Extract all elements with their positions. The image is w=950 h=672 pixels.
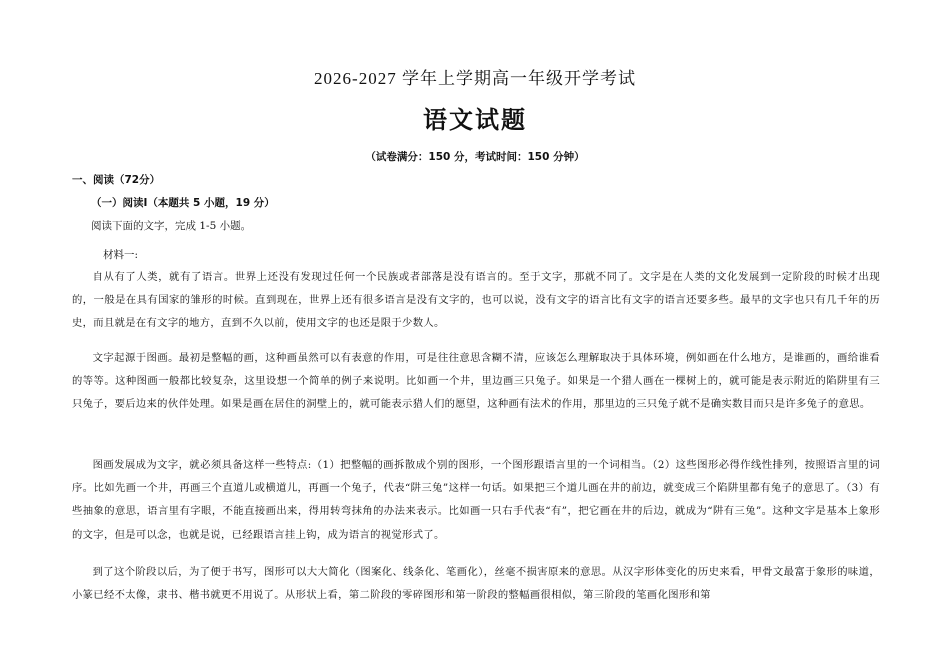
section-heading: 一、阅读（72分） — [72, 174, 161, 186]
paragraph-3: 图画发展成为文字，就必须具备这样一些特点:（1）把整幅的画拆散成个别的图形，一个图形跟语言里的一个词相当。（2）这些图形必得作线性排列，按照语言里的词序。比如先画一个井，再画三个直道儿或横道儿，再画一个兔子，代表“阱三兔”这样一句话。如果把三个道儿画在井的前边，就变成三个陷阱里都有兔子的意思了。（3）有些抽象的意思，语言里有字眼，不能直接画出来，得用转弯抹角的办法来表示。比如画一只右手代表“有”，把它画在井的后边，就成为“阱有三兔”。这种文字是基本上象形的文字，但是可以念，也就是说，已经跟语言挂上钩，成为语言的视觉形式了。 — [72, 459, 880, 541]
paragraph-2: 文字起源于图画。最初是整幅的画，这种画虽然可以有表意的作用，可是往往意思含糊不清，应该怎么理解取决于具体环境，例如画在什么地方，是谁画的，画给谁看的等等。这种图画一般都比较复杂，这里设想一个简单的例子来说明。比如画一个井，里边画三只兔子。如果是一个猎人画在一棵树上的，就可能是表示附近的陷阱里有三只兔子，要后边来的伙伴处理。如果是画在居住的洞壁上的，就可能表示猎人们的愿望，这种画有法术的作用，那里边的三只兔子就不是确实数目而只是许多兔子的意思。 — [72, 352, 880, 411]
reading-instruction: 阅读下面的文字，完成 1-5 小题。 — [91, 220, 252, 232]
paragraph-4: 到了这个阶段以后，为了便于书写，图形可以大大简化（图案化、线条化、笔画化），丝毫不损害原来的意思。从汉字形体变化的历史来看，甲骨文最富于象形的味道，小篆已经不太像，隶书、楷书就更不用说了。从形状上看，第二阶段的零碎图形和第一阶段的整幅画很相似，第三阶段的笔画化图形和第 — [72, 566, 880, 602]
material-label: 材料一: — [103, 249, 139, 261]
paragraph-1: 自从有了人类，就有了语言。世界上还没有发现过任何一个民族或者部落是没有语言的。至于文字，那就不同了。文字是在人类的文化发展到一定阶段的时候才出现的，一般是在具有国家的雏形的时候。直到现在，世界上还有很多语言是没有文字的，也可以说，没有文字的语言比有文字的语言还要多些。最早的文字也只有几千年的历史，而且就是在有文字的地方，直到不久以前，使用文字的也还是限于少数人。 — [72, 271, 880, 330]
exam-title: 2026-2027 学年上学期高一年级开学考试 — [314, 69, 636, 88]
exam-info: （试卷满分：150 分，考试时间：150 分钟） — [365, 151, 585, 163]
subject-title: 语文试题 — [423, 106, 527, 134]
subsection-heading: （一）阅读Ⅰ（本题共 5 小题，19 分） — [91, 197, 275, 209]
